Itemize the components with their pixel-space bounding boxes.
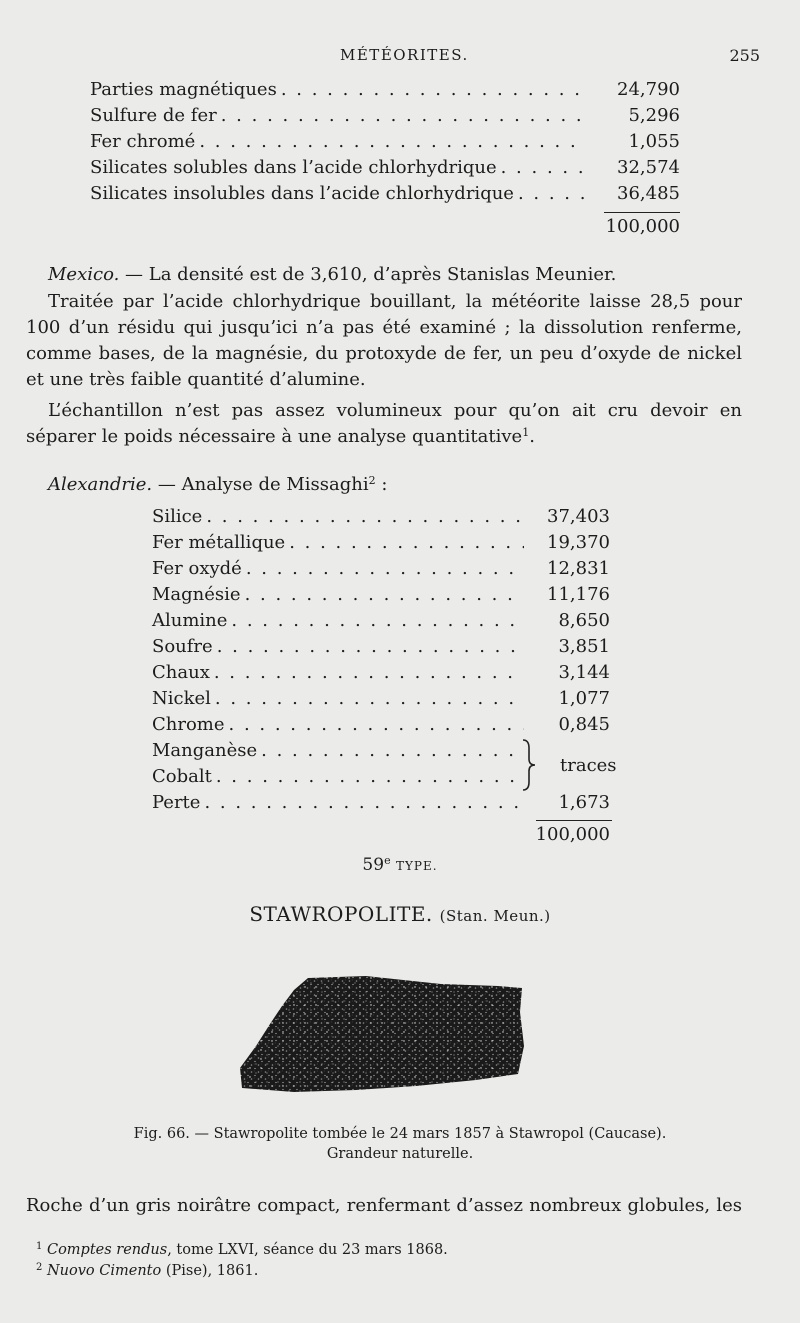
row-label: Manganèse — [152, 740, 258, 761]
sum-rule — [604, 212, 680, 213]
row-label: Magnésie — [152, 584, 241, 605]
table-row — [152, 635, 610, 661]
row-value: 0,845 — [558, 714, 610, 735]
analysis-intro: — Analyse de Missaghi — [152, 474, 369, 495]
curly-brace — [520, 738, 538, 792]
running-title: MÉTÉORITES. — [340, 46, 469, 64]
leader-dots — [229, 713, 524, 737]
table-row — [90, 182, 680, 208]
row-value: 32,574 — [617, 157, 680, 178]
row-value: 1,055 — [628, 131, 680, 152]
traces-label: traces — [560, 755, 617, 776]
footnote-ref: 2 — [368, 474, 376, 487]
footnote-source: Nuovo Cimento — [46, 1263, 162, 1279]
leader-dots — [221, 104, 584, 128]
leader-dots — [204, 791, 524, 815]
leader-dots — [501, 156, 584, 180]
row-label: Chrome — [152, 714, 225, 735]
row-value: 37,403 — [547, 506, 610, 527]
leader-dots — [216, 765, 518, 789]
row-label: Silicates solubles dans l’acide chlorhydrique — [90, 157, 497, 178]
table-row — [152, 583, 610, 609]
type-number-suffix: e — [384, 854, 391, 867]
footnote-text: (Pise), 1861. — [161, 1263, 259, 1279]
row-label: Chaux — [152, 662, 210, 683]
table-total: 100,000 — [605, 216, 680, 237]
leader-dots — [245, 583, 524, 607]
footnote-ref: 1 — [522, 426, 530, 439]
row-value: 5,296 — [628, 105, 680, 126]
row-value: 36,485 — [617, 183, 680, 204]
row-label: Alumine — [152, 610, 228, 631]
table-row — [90, 130, 680, 156]
row-value: 1,077 — [558, 688, 610, 709]
leader-dots — [206, 505, 524, 529]
stone-title — [0, 902, 800, 926]
footnote-marker: 2 — [36, 1262, 43, 1273]
table-row — [152, 505, 610, 531]
figure-caption: Fig. 66. — Stawropolite tombée le 24 mars 1857 à Stawropol (Caucase). — [133, 1126, 667, 1142]
paragraph-end: . — [529, 426, 535, 447]
table-row — [152, 765, 518, 791]
type-word: TYPE. — [395, 859, 438, 873]
table-row — [152, 687, 610, 713]
mexico-paragraph-2: Traitée par l’acide chlorhydrique bouillant, la météorite laisse 28,5 pour 100 d’un résidu qui jusqu’ici n’a pas été examiné ; la dissolution renferme, comme bases, de la magnésie, du protoxyde de fer, un peu d’oxyde de nickel et une très faible quantité d’alumine. — [26, 291, 742, 390]
mexico-paragraph-1 — [26, 262, 742, 288]
row-value: 1,673 — [558, 792, 610, 813]
row-value: 24,790 — [617, 79, 680, 100]
place-name: Alexandrie. — [48, 474, 153, 495]
mexico-paragraph-3 — [26, 398, 742, 450]
row-label: Silice — [152, 506, 203, 527]
footnote-source: Comptes rendus — [46, 1242, 168, 1258]
row-label: Fer oxydé — [152, 558, 242, 579]
row-value: 3,144 — [558, 662, 610, 683]
footnote — [36, 1262, 258, 1280]
row-value: 8,650 — [558, 610, 610, 631]
leader-dots — [518, 182, 584, 206]
row-value: 12,831 — [547, 558, 610, 579]
leader-dots — [217, 635, 524, 659]
paragraph-text: L’échantillon n’est pas assez volumineux pour qu’on ait cru devoir en séparer le poids nécessaire à une analyse quantitative — [26, 400, 742, 447]
row-label: Perte — [152, 792, 201, 813]
table-total: 100,000 — [535, 824, 610, 845]
table-row — [90, 104, 680, 130]
table-row — [152, 791, 610, 817]
leader-dots — [261, 739, 518, 763]
row-value: 11,176 — [547, 584, 610, 605]
footnote — [36, 1241, 448, 1259]
row-label: Fer chromé — [90, 131, 196, 152]
intro-end: : — [375, 474, 388, 495]
leader-dots — [289, 531, 524, 555]
meteorite-specimen-illustration — [236, 972, 526, 1094]
sum-rule — [536, 820, 612, 821]
row-value: 3,851 — [558, 636, 610, 657]
leader-dots — [246, 557, 524, 581]
figure-caption-sub: Grandeur naturelle. — [326, 1146, 474, 1162]
table-row — [152, 713, 610, 739]
running-head — [0, 46, 800, 70]
leader-dots — [281, 78, 584, 102]
row-label: Cobalt — [152, 766, 212, 787]
row-label: Nickel — [152, 688, 211, 709]
leader-dots — [199, 130, 584, 154]
footnote-text: , tome LXVI, séance du 23 mars 1868. — [167, 1242, 448, 1258]
table-row — [90, 156, 680, 182]
mexico-density-text: — La densité est de 3,610, d’après Stanislas Meunier. — [119, 264, 617, 285]
type-heading — [0, 855, 800, 875]
table-row — [90, 78, 680, 104]
stone-name: STAWROPOLITE. — [249, 902, 433, 926]
page-number: 255 — [729, 46, 760, 65]
leader-dots — [231, 609, 524, 633]
table-row — [152, 531, 610, 557]
table-row — [152, 557, 610, 583]
body-paragraph: Roche d’un gris noirâtre compact, renfermant d’assez nombreux globules, les — [26, 1195, 742, 1216]
table-row — [152, 739, 518, 765]
footnote-marker: 1 — [36, 1241, 43, 1252]
leader-dots — [215, 687, 524, 711]
row-value: 19,370 — [547, 532, 610, 553]
table-row — [152, 609, 610, 635]
type-number: 59 — [362, 855, 385, 875]
row-label: Fer métallique — [152, 532, 286, 553]
row-label: Soufre — [152, 636, 213, 657]
leader-dots — [214, 661, 524, 685]
table-row — [152, 661, 610, 687]
row-label: Silicates insolubles dans l’acide chlorhydrique — [90, 183, 514, 204]
stone-author: (Stan. Meun.) — [439, 907, 551, 925]
place-name: Mexico. — [48, 264, 120, 285]
row-label: Sulfure de fer — [90, 105, 217, 126]
alexandrie-intro — [26, 472, 742, 498]
row-label: Parties magnétiques — [90, 79, 277, 100]
